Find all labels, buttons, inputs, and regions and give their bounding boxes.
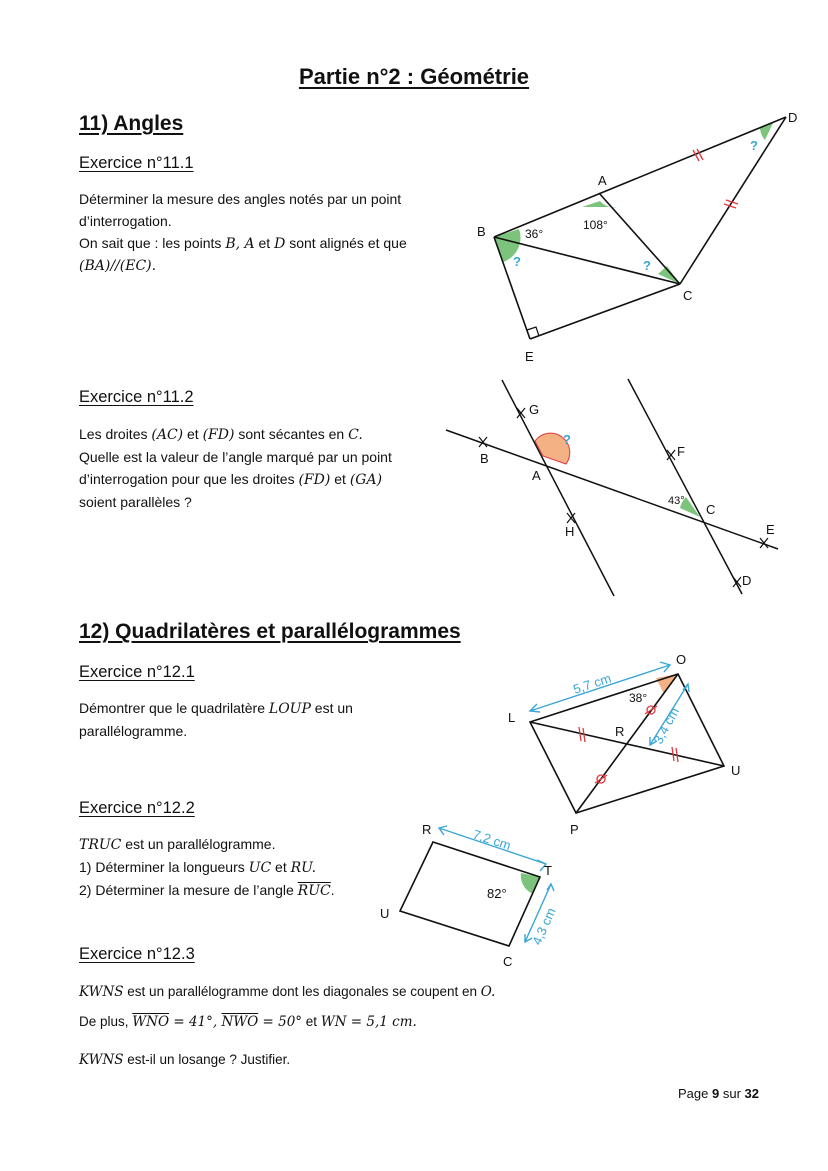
angle-36-label: 36°: [525, 227, 544, 241]
point-d-label: D: [788, 110, 798, 125]
section-title-quadrilaterals: 12) Quadrilatères et parallélogrammes: [79, 620, 461, 643]
segment-ec: [530, 284, 680, 339]
point-f-label: F: [677, 444, 685, 459]
exercise-11-2-text: Les droites (AC) et (FD) sont sécantes en C. Quelle est la valeur de l’angle marqué par un point d’interrogation pour que les droites (FD) et (GA) soient parallèles ?: [79, 426, 392, 510]
exercise-12-2-text: TRUC est un parallélogramme. 1) Déterminer la longueurs UC et RU. 2) Déterminer la mesure de l’angle $\overline{RUC}$.: [79, 836, 335, 899]
point-c-label: C: [683, 288, 693, 303]
angle-38-label: 38°: [629, 691, 648, 705]
exercise-12-3-text: KWNS est un parallélogramme dont les diagonales se coupent en O. De plus, $\overline{WNO} = 41^\circ$, $\overline{NWO} = 50^\circ$ et WN = 5,1 cm. KWNS est-il un losange ? Justifier.: [79, 984, 496, 1068]
segment-ac: [599, 193, 680, 284]
point-g-label: G: [529, 402, 540, 417]
unknown-angle-d: ?: [750, 138, 758, 153]
point-b-label: B: [477, 224, 486, 239]
angle-82-label: 82°: [487, 886, 507, 901]
segment-dc: [680, 117, 786, 284]
page-number: Page 9 sur 32: [678, 1086, 759, 1101]
length-rt: 7,2 cm: [471, 826, 513, 853]
point-e-label: E: [766, 522, 775, 537]
exercise-11-1-text: Déterminer la mesure des angles notés par un point d’interrogation. On sait que : les points B, A et D sont alignés et que (BA)//(EC).: [79, 191, 407, 274]
length-lo: 5,7 cm: [571, 670, 614, 697]
line-fd: [628, 379, 742, 594]
page-title: Partie n°2 : Géométrie: [298, 64, 530, 89]
point-e-label: E: [525, 349, 534, 364]
point-a-label: A: [532, 468, 541, 483]
exercise-11-2-title: Exercice n°11.2: [79, 388, 194, 406]
point-d-label: D: [742, 573, 752, 588]
line-ga: [502, 380, 614, 596]
point-c-label: C: [503, 954, 513, 969]
length-ro: 3,4 cm: [650, 704, 682, 747]
point-l-label: L: [508, 710, 516, 725]
unknown-angle-a: ?: [563, 432, 571, 447]
segment-bc: [494, 237, 680, 284]
point-r-label: R: [422, 822, 432, 837]
point-u-label: U: [380, 906, 390, 921]
angle-43-label: 43°: [668, 495, 685, 507]
figure-12-1: [530, 662, 724, 813]
figure-11-2: [446, 379, 778, 596]
point-a-label: A: [598, 173, 607, 188]
point-p-label: P: [570, 822, 579, 837]
parallelogram-ruct: [400, 842, 540, 946]
point-c-label: C: [706, 502, 716, 517]
unknown-angle-b: ?: [513, 254, 521, 269]
point-o-label: O: [676, 652, 687, 667]
section-title-angles: 11) Angles: [79, 112, 184, 135]
length-tc: 4,3 cm: [529, 905, 559, 948]
point-r-label: R: [615, 724, 625, 739]
point-b-label: B: [480, 451, 489, 466]
unknown-angle-c: ?: [643, 258, 651, 273]
point-h-label: H: [565, 524, 575, 539]
segment-bd: [494, 117, 786, 237]
figure-12-2: [400, 826, 554, 946]
point-u-label: U: [731, 763, 741, 778]
exercise-12-1-text: Démontrer que le quadrilatère LOUP est un parallélogramme.: [79, 700, 353, 739]
exercise-12-2-title: Exercice n°12.2: [79, 799, 195, 817]
exercise-11-1-title: Exercice n°11.1: [79, 154, 194, 172]
line-ae: [446, 430, 778, 549]
point-t-label: T: [544, 863, 552, 878]
exercise-12-3-title: Exercice n°12.3: [79, 945, 195, 963]
exercise-12-1-title: Exercice n°12.1: [79, 663, 195, 681]
angle-108-label: 108°: [583, 218, 608, 232]
